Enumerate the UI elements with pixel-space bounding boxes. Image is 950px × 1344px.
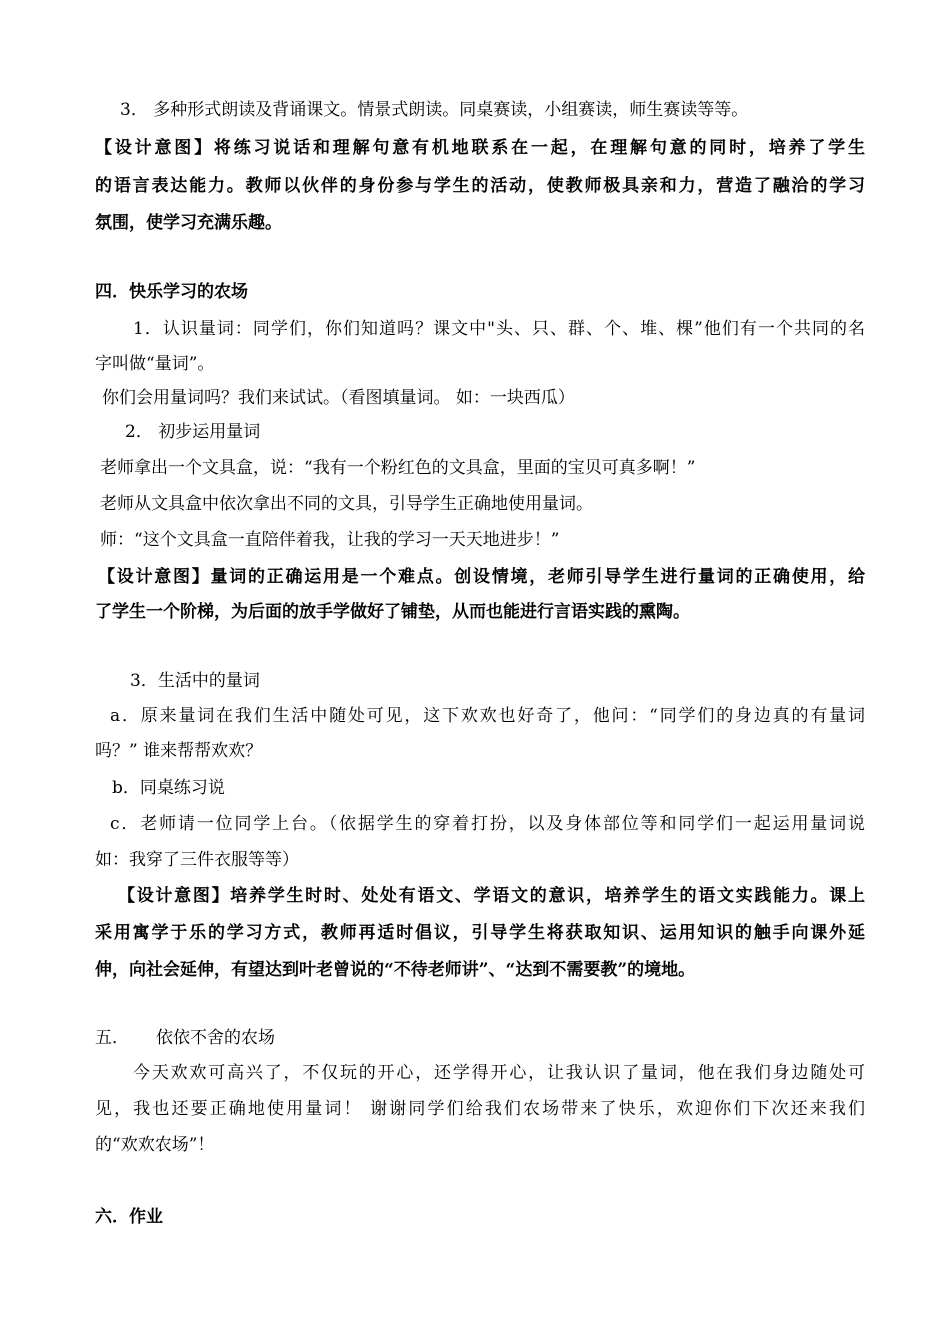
section-6-heading: 六．作业	[95, 1207, 163, 1227]
design-intent-3-line-1: 【设计意图】培养学生时时、处处有语文、学语文的意识，培养学生的语文实践能力。课上	[118, 886, 865, 906]
item-b-line: b．同桌练习说	[112, 778, 225, 798]
teacher-quote-line: 师：“这个文具盒一直陪伴着我，让我的学习一天天地进步！”	[100, 530, 560, 550]
design-intent-2-line-2: 了学生一个阶梯，为后面的放手学做好了铺垫，从而也能进行言语实践的熏陶。	[95, 602, 690, 622]
section-4-heading: 四．快乐学习的农场	[95, 282, 248, 302]
teacher-pencil-box-line: 老师拿出一个文具盒，说：“我有一个粉红色的文具盒，里面的宝贝可真多啊！”	[100, 458, 696, 478]
closing-paragraph-line-1: 今天欢欢可高兴了，不仅玩的开心，还学得开心，让我认识了量词，他在我们身边随处可	[133, 1063, 865, 1083]
section-5-heading: 五． 依依不舍的农场	[95, 1028, 276, 1048]
measure-words-intro-line-2: 字叫做“量词”。	[95, 354, 215, 374]
closing-paragraph-line-2: 见，我也还要正确地使用量词！ 谢谢同学们给我们农场带来了快乐，欢迎你们下次还来我们	[95, 1099, 865, 1119]
reading-methods-line: 3． 多种形式朗读及背诵课文。情景式朗读。同桌赛读，小组赛读，师生赛读等等。	[120, 100, 749, 120]
design-intent-3-line-2: 采用寓学于乐的学习方式，教师再适时倡议，引导学生将获取知识、运用知识的触手向课外延	[95, 923, 865, 943]
design-intent-2-line-1: 【设计意图】量词的正确运用是一个难点。创设情境，老师引导学生进行量词的正确使用，给	[98, 567, 865, 587]
closing-paragraph-line-3: 的“欢欢农场”！	[95, 1135, 215, 1155]
try-measure-words-line: 你们会用量词吗？我们来试试。（看图填量词。 如：一块西瓜）	[102, 388, 575, 408]
initial-use-heading: 2． 初步运用量词	[125, 422, 261, 442]
item-c-line-2: 如：我穿了三件衣服等等）	[95, 850, 299, 870]
item-a-line-1: a．原来量词在我们生活中随处可见，这下欢欢也好奇了，他问：“同学们的身边真的有量词	[110, 706, 865, 726]
teacher-stationery-line: 老师从文具盒中依次拿出不同的文具，引导学生正确地使用量词。	[100, 494, 593, 514]
life-measure-words-heading: 3．生活中的量词	[130, 671, 260, 691]
design-intent-1-line-3: 氛围，使学习充满乐趣。	[95, 213, 282, 233]
measure-words-intro-line-1: 1．认识量词：同学们，你们知道吗？课文中"头、只、群、个、堆、棵”他们有一个共同的名	[133, 319, 865, 339]
design-intent-1-line-1: 【设计意图】将练习说话和理解句意有机地联系在一起，在理解句意的同时，培养了学生	[95, 138, 865, 158]
design-intent-1-line-2: 的语言表达能力。教师以伙伴的身份参与学生的活动，使教师极具亲和力，营造了融洽的学习	[95, 176, 865, 196]
design-intent-3-line-3: 伸，向社会延伸，有望达到叶老曾说的“不待老师讲”、“达到不需要教”的境地。	[95, 960, 696, 980]
item-a-line-2: 吗？” 谁来帮帮欢欢？	[95, 741, 263, 761]
item-c-line-1: c．老师请一位同学上台。（依据学生的穿着打扮，以及身体部位等和同学们一起运用量词说	[110, 814, 865, 834]
